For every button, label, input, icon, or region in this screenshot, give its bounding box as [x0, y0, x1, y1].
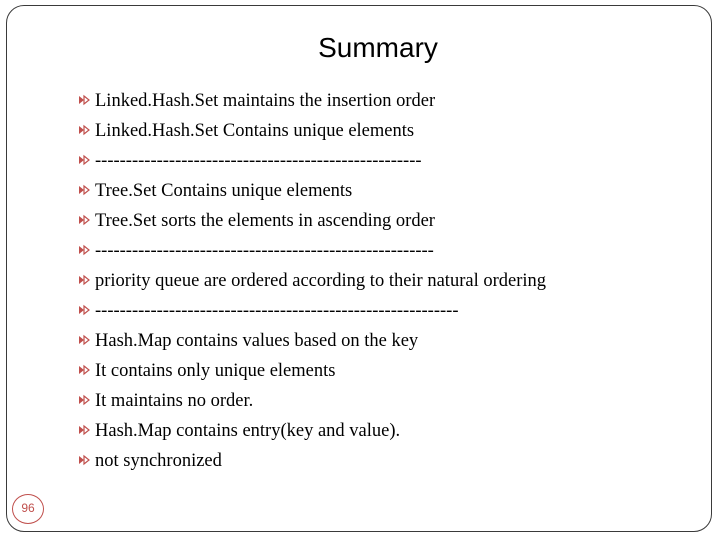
bullet-text: ------------------------------------------------------- — [95, 241, 434, 261]
bullet-arrow-icon — [78, 334, 94, 346]
bullet-text: ----------------------------------------------------------- — [95, 301, 459, 321]
bullet-text: Hash.Map contains values based on the key — [95, 331, 419, 351]
bullet-text: not synchronized — [95, 451, 222, 471]
bullet-text: Tree.Set Contains unique elements — [95, 181, 353, 201]
bullet-arrow-icon — [78, 94, 94, 106]
bullet-item — [78, 236, 546, 266]
bullet-text: ----------------------------------------------------- — [95, 151, 422, 171]
bullet-item — [78, 176, 546, 206]
bullet-text: It contains only unique elements — [95, 361, 336, 381]
bullet-item — [78, 356, 546, 386]
bullet-text: It maintains no order. — [95, 391, 254, 411]
bullet-arrow-icon — [78, 184, 94, 196]
bullet-text: priority queue are ordered according to their natural ordering — [95, 271, 547, 291]
bullet-item — [78, 446, 546, 476]
bullet-arrow-icon — [78, 454, 94, 466]
page-number-badge: 96 — [12, 494, 44, 524]
bullet-arrow-icon — [78, 394, 94, 406]
bullet-item — [78, 416, 546, 446]
bullet-item — [78, 206, 546, 236]
bullet-arrow-icon — [78, 274, 94, 286]
bullet-arrow-icon — [78, 214, 94, 226]
bullet-item — [78, 326, 546, 356]
bullet-item — [78, 86, 546, 116]
bullet-text: Hash.Map contains entry(key and value). — [95, 421, 401, 441]
bullet-arrow-icon — [78, 304, 94, 316]
bullet-arrow-icon — [78, 244, 94, 256]
bullet-item — [78, 266, 546, 296]
bullet-item — [78, 116, 546, 146]
bullet-text: Linked.Hash.Set Contains unique elements — [95, 121, 415, 141]
bullet-arrow-icon — [78, 364, 94, 376]
bullet-item — [78, 386, 546, 416]
bullet-list — [78, 86, 546, 476]
slide-title: Summary — [318, 32, 438, 63]
bullet-arrow-icon — [78, 424, 94, 436]
bullet-arrow-icon — [78, 124, 94, 136]
bullet-text: Linked.Hash.Set maintains the insertion order — [95, 91, 436, 111]
bullet-text: Tree.Set sorts the elements in ascending order — [95, 211, 435, 231]
bullet-item — [78, 296, 546, 326]
bullet-arrow-icon — [78, 154, 94, 166]
bullet-item — [78, 146, 546, 176]
